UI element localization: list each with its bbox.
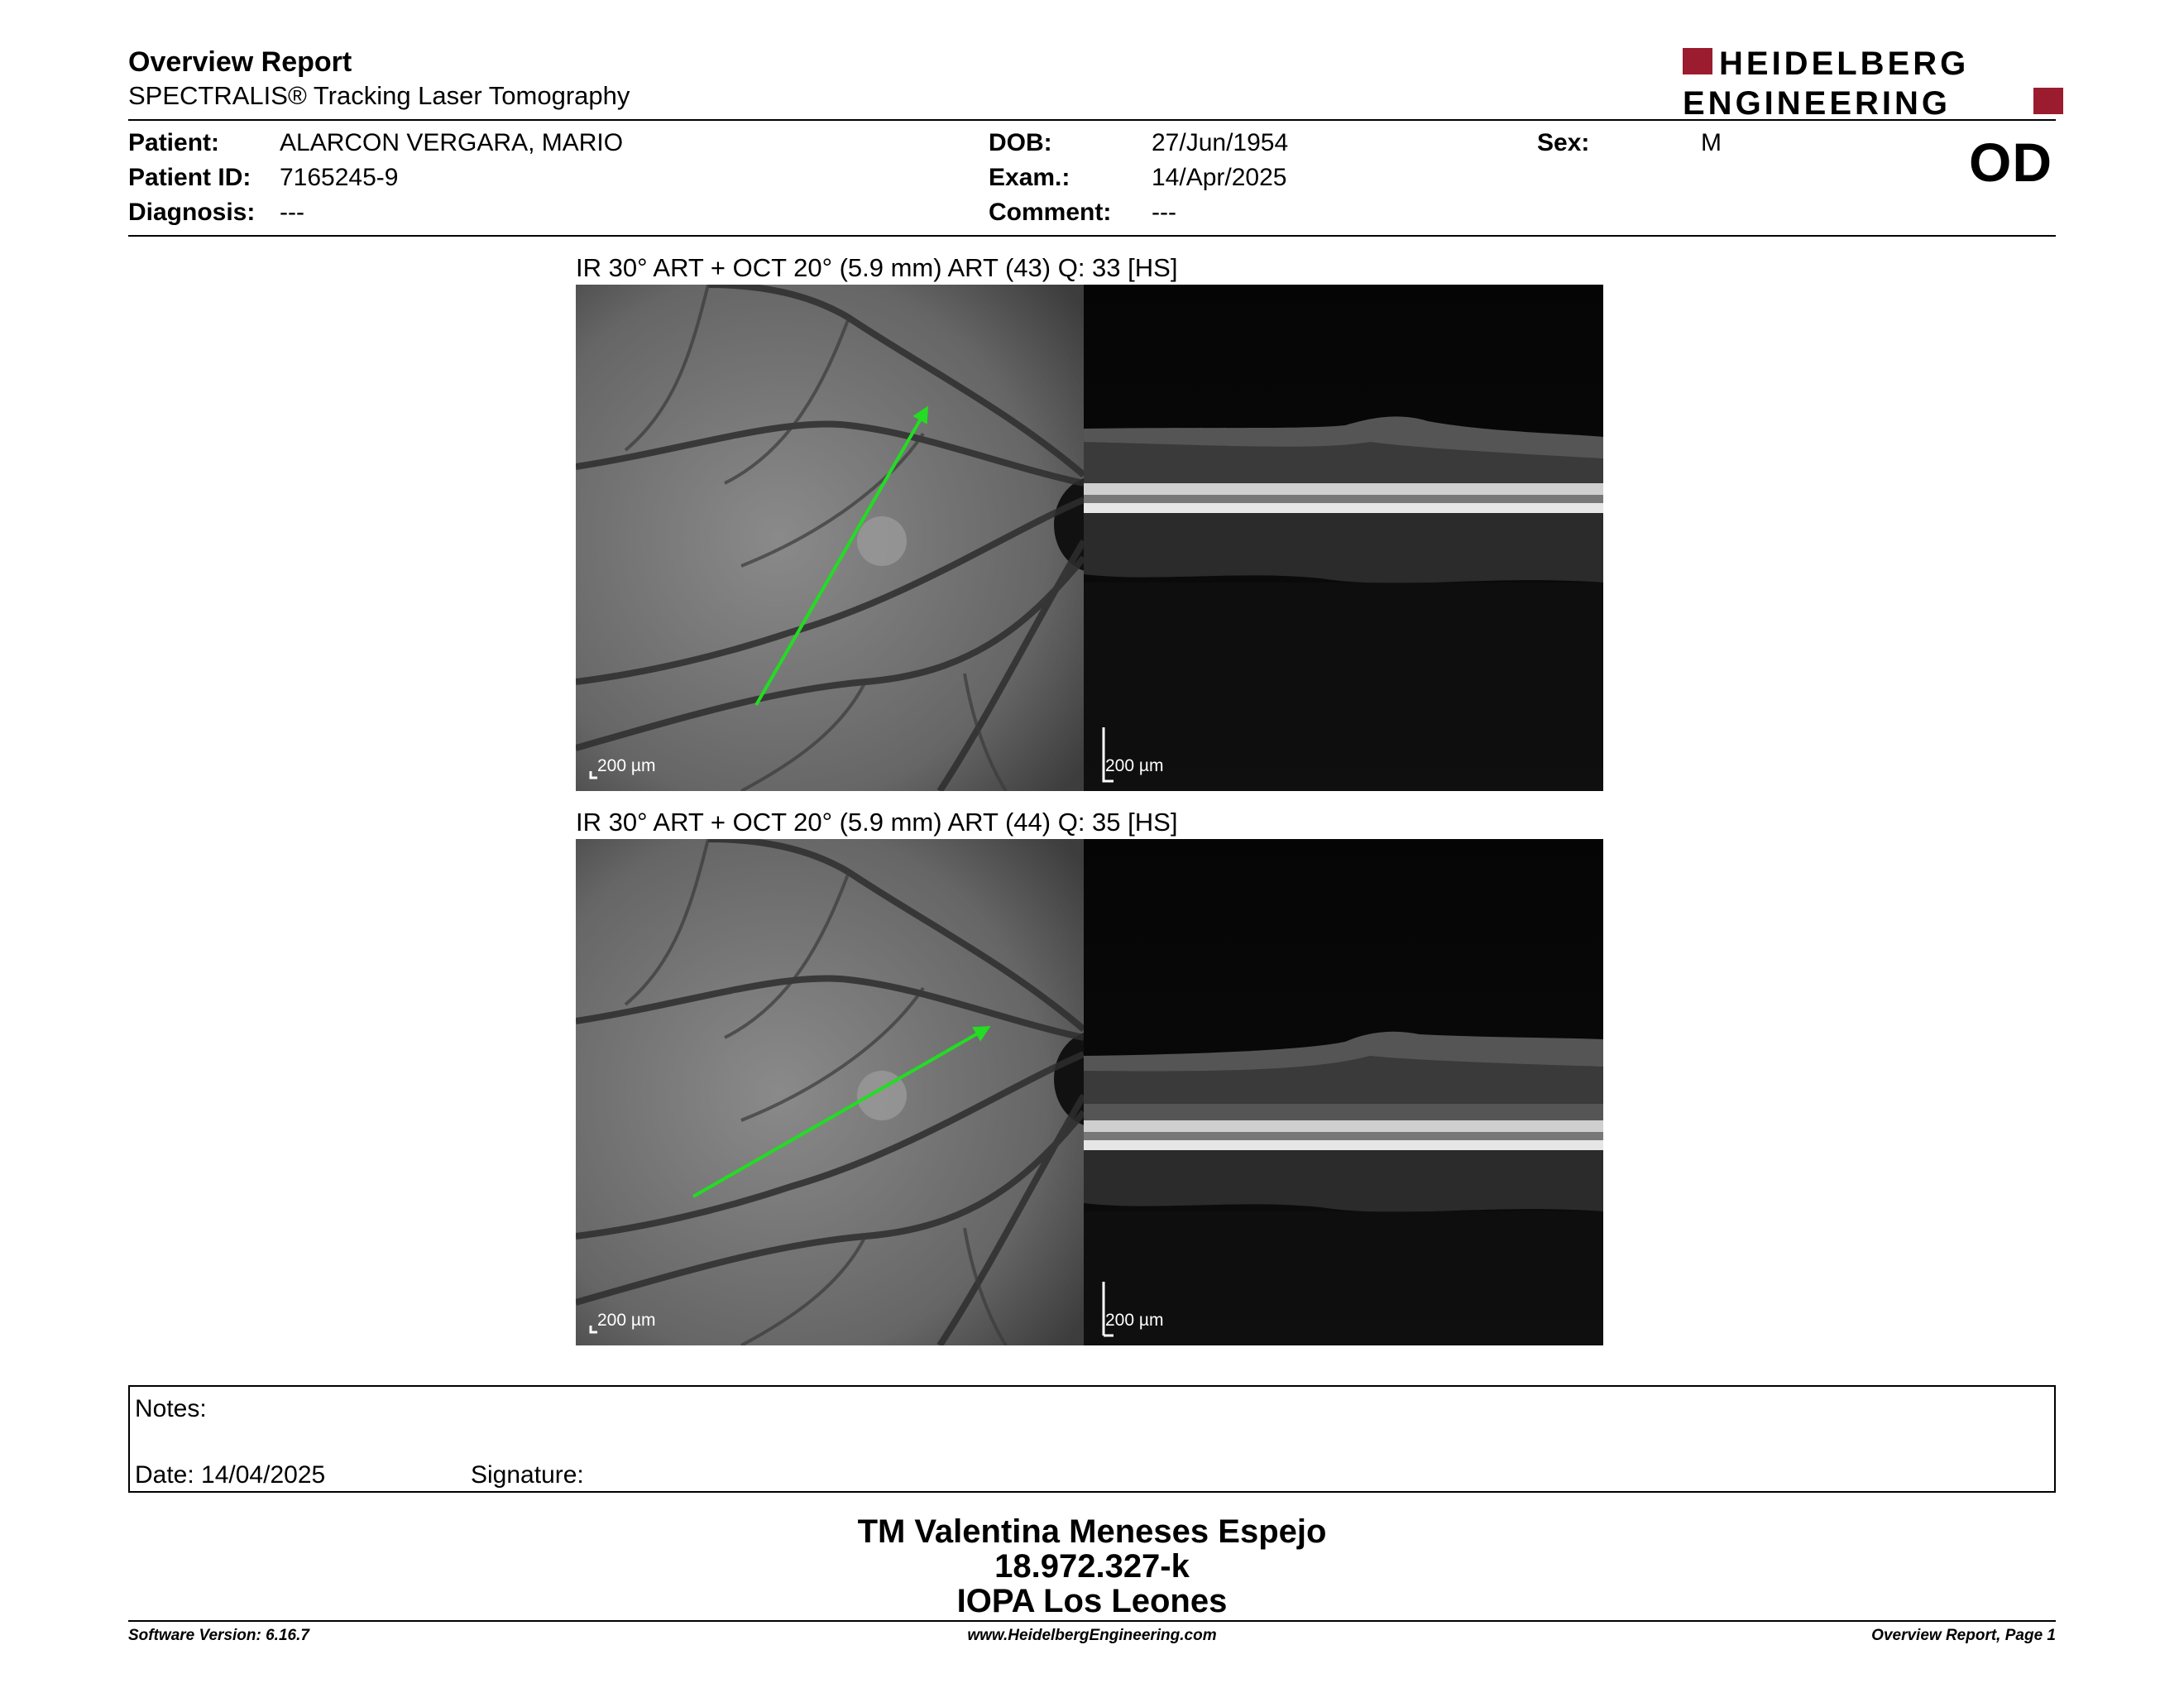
scan-1-title: IR 30° ART + OCT 20° (5.9 mm) ART (43) Q: 33 [HS] (576, 253, 1178, 282)
signature-rut: 18.972.327-k (994, 1548, 1190, 1585)
scan-2-title: IR 30° ART + OCT 20° (5.9 mm) ART (44) Q: 35 [HS] (576, 808, 1178, 837)
date-label: Date: 14/04/2025 (135, 1461, 326, 1489)
footer-rule (128, 1620, 2056, 1622)
logo-line-1: HEIDELBERG (1719, 46, 1970, 82)
oct-bscan-image (1084, 839, 1603, 1345)
dob-value: 27/Jun/1954 (1152, 129, 1289, 156)
dob-label: DOB: (989, 129, 1052, 156)
eye-laterality: OD (1969, 132, 2052, 193)
page-indicator: Overview Report, Page 1 (1871, 1627, 2056, 1644)
signature-institution: IOPA Los Leones (956, 1583, 1228, 1619)
website-link[interactable]: www.HeidelbergEngineering.com (967, 1627, 1217, 1644)
patient-label: Patient: (128, 129, 220, 156)
heidelberg-engineering-logo (1683, 45, 2063, 117)
report-title: Overview Report (128, 46, 352, 78)
ir-fundus-image (576, 285, 1137, 791)
scan-2-ir-scale: 200 µm (597, 1311, 656, 1330)
patient-id: 7165245-9 (280, 164, 399, 191)
logo-line-2: ENGINEERING (1683, 85, 1952, 117)
comment-value: --- (1152, 199, 1176, 226)
exam-label: Exam.: (989, 164, 1070, 191)
software-version: Software Version: 6.16.7 (128, 1627, 309, 1644)
header-rule (128, 119, 2056, 121)
report-subtitle: SPECTRALIS® Tracking Laser Tomography (128, 81, 630, 110)
ir-fundus-image (576, 839, 1137, 1345)
patient-name: ALARCON VERGARA, MARIO (280, 129, 624, 156)
oct-bscan-image (1084, 285, 1603, 791)
signature-name: TM Valentina Meneses Espejo (857, 1513, 1327, 1550)
comment-label: Comment: (989, 199, 1112, 226)
sex-value: M (1701, 129, 1722, 156)
signature-label: Signature: (471, 1461, 584, 1489)
diagnosis-value: --- (280, 199, 304, 226)
notes-box (128, 1385, 2056, 1493)
patient-rule (128, 235, 2056, 237)
scan-1-ir-scale: 200 µm (597, 756, 656, 775)
notes-label: Notes: (135, 1395, 207, 1422)
diagnosis-label: Diagnosis: (128, 199, 256, 226)
scan-2-oct-scale: 200 µm (1105, 1311, 1164, 1330)
scan-1-oct-scale: 200 µm (1105, 756, 1164, 775)
exam-value: 14/Apr/2025 (1152, 164, 1287, 191)
sex-label: Sex: (1537, 129, 1590, 156)
scan-1-image (576, 285, 1603, 791)
scan-2-image (576, 839, 1603, 1345)
patient-id-label: Patient ID: (128, 164, 251, 191)
